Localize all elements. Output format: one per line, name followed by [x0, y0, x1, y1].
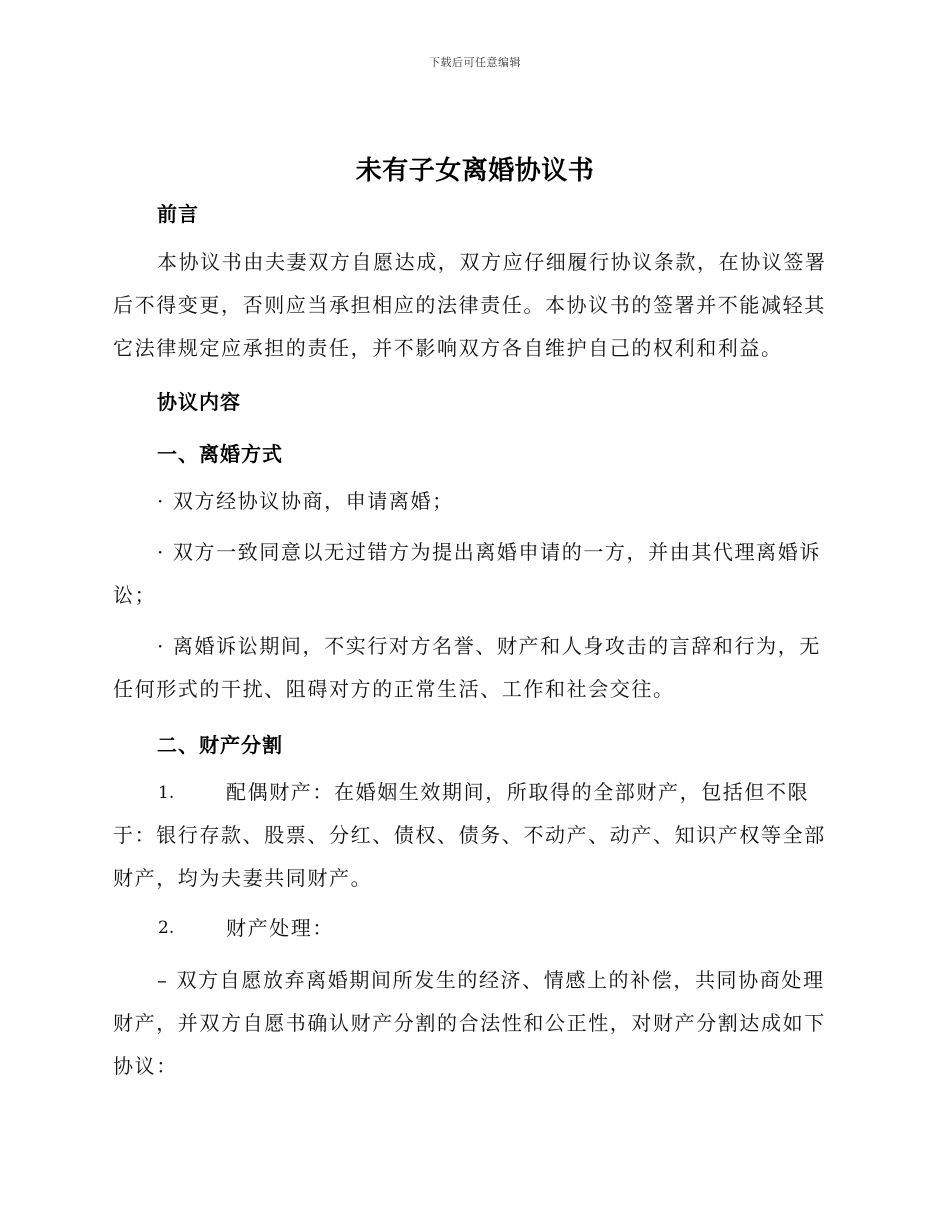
paragraph-line: 它法律规定应承担的责任，并不影响双方各自维护自己的权利和利益。 — [113, 336, 783, 360]
bullet-line: · 双方一致同意以无过错方为提出离婚申请的一方，并由其代理离婚诉 — [157, 540, 821, 564]
section2-item-1 — [113, 771, 833, 900]
section1-bullet-1 — [113, 480, 833, 523]
section1-bullet-3 — [113, 625, 833, 711]
item-line: 财产，均为夫妻共同财产。 — [113, 866, 373, 890]
preface-paragraph — [113, 241, 833, 370]
paragraph-line: 财产，并双方自愿书确认财产分割的合法性和公正性，对财产分割达成如下 — [113, 1011, 826, 1035]
preface-heading: 前言 — [157, 202, 199, 226]
item-line: 于：银行存款、股票、分红、债权、债务、不动产、动产、知识产权等全部 — [113, 823, 826, 847]
item-number: 1. — [158, 783, 175, 803]
item-line: 财产处理： — [226, 916, 334, 940]
paragraph-line: 本协议书由夫妻双方自愿达成，双方应仔细履行协议条款，在协议签署 — [157, 250, 827, 274]
paragraph-line: 后不得变更，否则应当承担相应的法律责任。本协议书的签署并不能减轻其 — [113, 293, 826, 317]
section1-heading: 一、离婚方式 — [157, 442, 283, 466]
bullet-line: 任何形式的干扰、阻碍对方的正常生活、工作和社会交往。 — [113, 677, 675, 701]
document-title: 未有子女离婚协议书 — [355, 156, 595, 186]
paragraph-line: – 双方自愿放弃离婚期间所发生的经济、情感上的补偿，共同协商处理 — [157, 968, 825, 992]
paragraph-line: 协议： — [113, 1054, 178, 1078]
item-line: 配偶财产：在婚姻生效期间，所取得的全部财产，包括但不限 — [226, 780, 810, 804]
item-number: 2. — [158, 918, 175, 938]
bullet-line: 讼； — [113, 583, 157, 607]
section2-item-2 — [113, 907, 833, 950]
section2-dash-paragraph — [113, 959, 833, 1088]
bullet-line: · 离婚诉讼期间，不实行对方名誉、财产和人身攻击的言辞和行为，无 — [157, 634, 821, 658]
bullet-line: · 双方经协议协商，申请离婚； — [157, 489, 454, 513]
page-header: 下载后可任意编辑 — [429, 56, 521, 69]
content-heading: 协议内容 — [157, 390, 241, 414]
section1-bullet-2 — [113, 531, 833, 617]
section2-heading: 二、财产分割 — [157, 733, 283, 757]
